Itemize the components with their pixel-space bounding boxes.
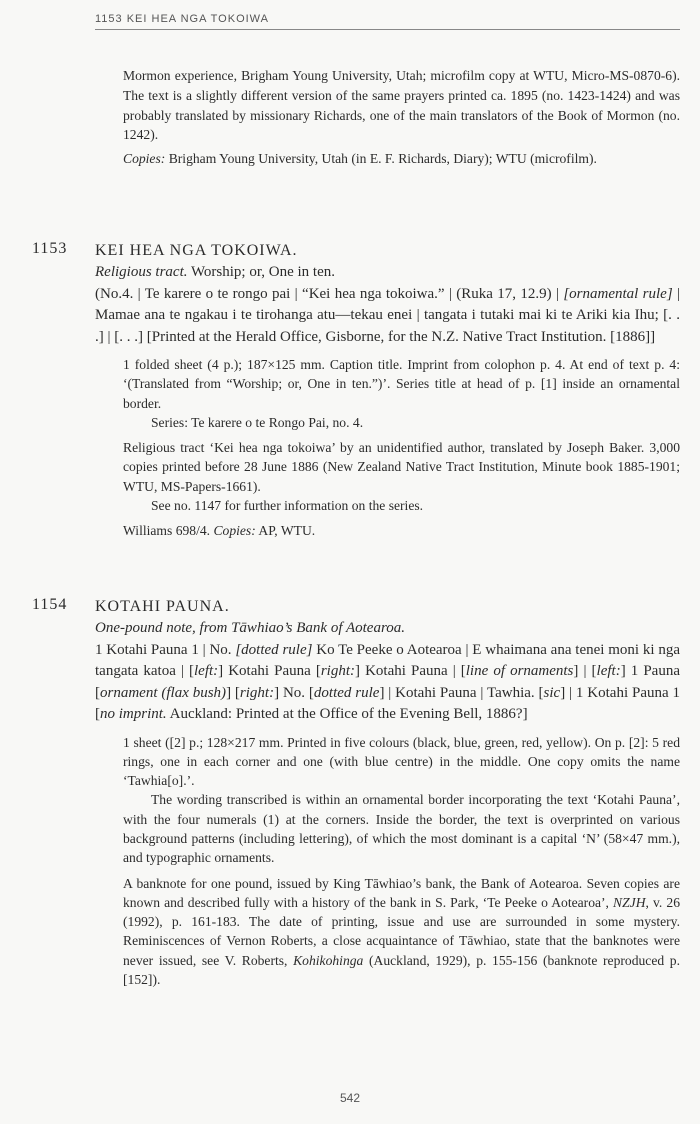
title-page-transcription [95,284,680,349]
continuation-paragraph: Mormon experience, Brigham Young University, Utah; microfilm copy at WTU, Micro-MS-0870-6). The text is a slightly different version of the same prayers printed ca. 1895 (no. 1423-1424) and was probably translated by missionary Richards, one of the main translators of the Book of Mormon (no. 1242). [123,68,680,143]
continuation-copies [123,149,680,169]
history-part-italic: Kohikohinga [293,952,364,968]
tp-part: ] Kotahi Pauna [ [218,663,321,679]
continuation-text [123,66,680,173]
tp-part: | Mamae ana te ngakau i te tirohanga atu—tekau enei | tangata i tutaki mai ki te Ariki kia Ihu; [. . .] | [. . .] [Printed at the Herald Office, Gisborne, for the N.Z. Native Tract Institution. [1886]] [95,285,681,345]
note-copies [123,521,680,540]
subtitle-rest: Worship; or, One in ten. [187,264,335,280]
entry-title: KOTAHI PAUNA. [95,598,230,615]
tp-part-italic: right: [239,684,275,701]
note-see-also: See no. 1147 for further information on the series. [151,498,424,514]
entry-notes [123,733,680,990]
title-page-transcription [95,640,680,726]
entry-title: KEI HEA NGA TOKOIWA. [95,242,298,259]
copies-label: Copies: [213,523,256,539]
tp-part: ] [ [226,684,240,701]
tp-part: ] | Kotahi Pauna | Tawhia. [ [379,684,544,701]
entry-notes [123,355,680,541]
reference: Williams 698/4. [123,523,214,539]
tp-part-italic: ornament (flax bush) [100,684,227,701]
note-collation: 1 folded sheet (4 p.); 187×125 mm. Caption title. Imprint from colophon p. 4. At end of text p. 4: ‘(Translated from “Worship; or, One in ten.”)’. Series title at head of p. [1] inside an ornamental border. [123,357,680,411]
tp-part: ] | 1 Kotahi Pauna 1 [ [95,684,681,722]
note-history [123,874,680,990]
note-description: The wording transcribed is within an ornamental border incorporating the text ‘Kotahi Pauna’, with the four numerals (1) at the corners. Inside the border, the text is overprinted on various background patterns (including lettering), of which the most dominant is a capital ‘N’ (58×47 mm.), and typographic ornaments. [123,792,680,866]
tp-part-italic: right: [320,663,356,679]
note-collation: 1 sheet ([2] p.; 128×217 mm. Printed in five colours (black, blue, green, red, yellow). On p. [2]: 5 red rings, one in each corner and one (with blue centre) in the middle. One copy omits the name ‘Tawhia[o].’. [123,734,680,789]
note-history: Religious tract ‘Kei hea nga tokoiwa’ by an unidentified author, translated by Joseph Baker. 3,000 copies printed before 28 June 1886 (New Zealand Native Tract Institution, Minute book 1885-1901; WTU, MS-Papers-1661). [123,440,680,494]
tp-part-italic: line of ornaments [465,663,574,679]
tp-part-italic: [ornamental rule] [563,285,673,302]
entry-number: 1153 [32,240,68,257]
history-part: , v. 26 (1992), p. 161-183. The date of printing, issue and use are surrounded in some mystery. Reminiscences of Vernon Roberts, a close acquaintance of Tāwhiao, state that the banknotes were never issued, see V. Roberts, [123,894,680,968]
entry-number: 1154 [32,596,68,613]
copies-label: Copies: [123,151,166,167]
entry-subtitle [95,618,680,640]
page-number: 542 [339,1091,361,1105]
subtitle-italic: One-pound note, from Tāwhiao’s Bank of Aotearoa. [95,620,405,636]
tp-part-italic: no imprint. [100,706,167,722]
history-part: (Auckland, 1929), p. 155-156 (banknote reproduced p. [152]). [123,952,680,988]
tp-part-italic: sic [543,684,561,701]
tp-part: 1 Kotahi Pauna 1 | No. [95,641,236,658]
tp-part: Auckland: Printed at the Office of the Evening Bell, 1886?] [166,706,528,722]
tp-part: (No.4. | Te karere o te rongo pai | “Kei hea nga tokoiwa.” | (Ruka 17, 12.9) | [95,285,564,302]
tp-part: ] No. [ [274,684,314,701]
entry-1153 [32,240,680,541]
copies-text: AP, WTU. [255,523,316,539]
running-head: 1153 KEI HEA NGA TOKOIWA [95,13,680,30]
tp-part-italic: left: [596,663,621,679]
entry-subtitle [95,262,680,284]
tp-part-italic: dotted rule [313,684,380,701]
tp-part: ] | [ [573,663,597,679]
tp-part: ] Kotahi Pauna | [ [355,663,466,679]
history-part-italic: NZJH [613,894,646,910]
tp-part: Ko Te Peeke o Aotearoa | E whaimana ana tenei moni ki nga tangata katoa | [ [95,641,680,679]
history-part: A banknote for one pound, issued by King Tāwhiao’s bank, the Bank of Aotearoa. Seven copies are known and described fully with a history of the bank in S. Park, ‘Te Peeke o Aotearoa’, [123,875,680,910]
note-series: Series: Te karere o te Rongo Pai, no. 4. [151,414,364,430]
entry-1154 [32,596,680,989]
tp-part-italic: left: [194,663,219,679]
tp-part-italic: [dotted rule] [235,641,313,658]
subtitle-italic: Religious tract. [95,264,188,280]
copies-text: Brigham Young University, Utah (in E. F. Richards, Diary); WTU (microfilm). [165,151,597,167]
tp-part: ] 1 Pauna [ [95,663,680,701]
